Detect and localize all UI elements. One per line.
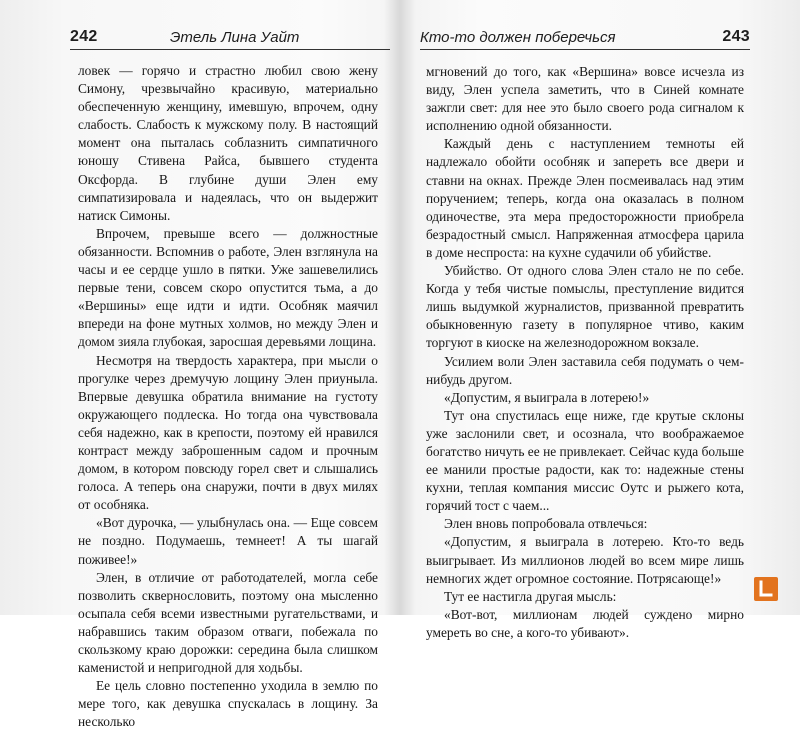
paragraph: Несмотря на твердость характера, при мысли о прогулке через дремучую лощину Элен приуныла. Впервые девушка обратила внимание на густоту окружающего подлеска. Но тогда она чувствовала себя надежно, как в крепости, поэтому ей нравился контраст между заброшенным садом и прочным домом, в котором повсюду горел свет и слышались голоса. А теперь она снаружи, почти в двух милях от особняка. bbox=[78, 352, 378, 513]
right-page bbox=[402, 0, 800, 640]
paragraph: «Допустим, я выиграла в лотерею!» bbox=[444, 389, 650, 405]
paragraph: ловек — горячо и страстно любил свою жену Симону, чрезвычайно красивую, материально обеспеченную женщину, имевшую, впрочем, одну слабость. Слабость к мужскому полу. В настоящий момент она пыталась соблазнить симпатичного юношу Стивена Райса, бывшего студента Оксфорда. В глубине души Элен ему симпатизировала и надеялась, что он выдержит натиск Симоны. bbox=[78, 63, 378, 223]
paragraph: Ее цель словно постепенно уходила в землю по мере того, как девушка спускалась в лощину. За несколько bbox=[78, 678, 378, 730]
paragraph: «Вот-вот, миллионам людей суждено мирно умереть во сне, а кого-то убивают». bbox=[426, 606, 744, 640]
left-header-rule bbox=[70, 49, 390, 50]
paragraph: Усилием воли Элен заставила себя подумать о чем-нибудь другом. bbox=[426, 353, 744, 387]
left-running-title: Этель Лина Уайт bbox=[170, 29, 300, 46]
paragraph: Элен вновь попробовала отвлечься: bbox=[444, 516, 648, 532]
labirint-logo-icon bbox=[754, 577, 778, 601]
paragraph: мгновений до того, как «Вершина» вовсе исчезла из виду, Элен успела заметить, что в Синей комнате зажгли свет: для нее это было своего рода сигналом к исполнению одной обязанности. bbox=[426, 64, 744, 134]
left-page-number: 242 bbox=[70, 28, 98, 45]
right-page-text bbox=[426, 63, 744, 642]
left-page bbox=[0, 0, 398, 730]
right-running-title: Кто-то должен поберечься bbox=[420, 29, 616, 46]
paragraph: «Вот дурочка, — улыбнулась она. — Еще совсем не поздно. Подумаешь, темнеет! А ты шагай поживее!» bbox=[78, 515, 378, 567]
paragraph: «Допустим, я выиграла в лотерею. Кто-то ведь выигрывает. Из миллионов людей во всем мире лишь немногих ждет огромное состояние. Потрясающе!» bbox=[426, 534, 744, 586]
paragraph: Убийство. От одного слова Элен стало не по себе. Когда у тебя чистые помыслы, преступление видится лишь выдумкой журналистов, призванной превратить обыкновенную газету в популярное чтиво, каким торгуют в киоске на железнодорожном вокзале. bbox=[426, 263, 744, 351]
left-running-head bbox=[70, 28, 390, 50]
paragraph: Тут она спустилась еще ниже, где крутые склоны уже заслонили свет, и осознала, что воображаемое богатство ничуть ее не привлекает. Сейчас куда больше ее манили простые радости, как то: надежные стены кухни, теплая компания миссис Оутс и рыжего кота, горячий тост с чаем... bbox=[426, 407, 744, 514]
right-header-rule bbox=[420, 49, 750, 50]
paragraph: Элен, в отличие от работодателей, могла себе позволить сквернословить, поэтому она мысленно осыпала себя всеми известными ругательствами, и набравшись таким образом отваги, побежала по скользкому краю дорожки: середина была слишком каменистой и непригодной для ходьбы. bbox=[78, 569, 378, 676]
paragraph: Каждый день с наступлением темноты ей надлежало обойти особняк и запереть все двери и ставни на окнах. Прежде Элен посмеивалась над этим поручением; теперь, когда она оказалась в полном одиночестве, эта мера предосторожности приобрела безрадостный смысл. Напряженная атмосфера царила в доме неспроста: на кухне судачили об убийстве. bbox=[426, 136, 744, 260]
right-page-number: 243 bbox=[722, 28, 750, 45]
right-running-head bbox=[420, 28, 750, 50]
left-page-text bbox=[78, 62, 378, 731]
paragraph: Впрочем, превыше всего — должностные обязанности. Вспомнив о работе, Элен взглянула на часы и ее сердце ушло в пятки. Уже зашевелились первые тени, совсем скоро опустится тьма, а до «Вершины» еще идти и идти. Особняк маячил впереди на фоне мутных холмов, но между Элен и домом зияла глубокая, заросшая деревьями лощина. bbox=[78, 225, 378, 350]
paragraph: Тут ее настигла другая мысль: bbox=[444, 588, 617, 604]
